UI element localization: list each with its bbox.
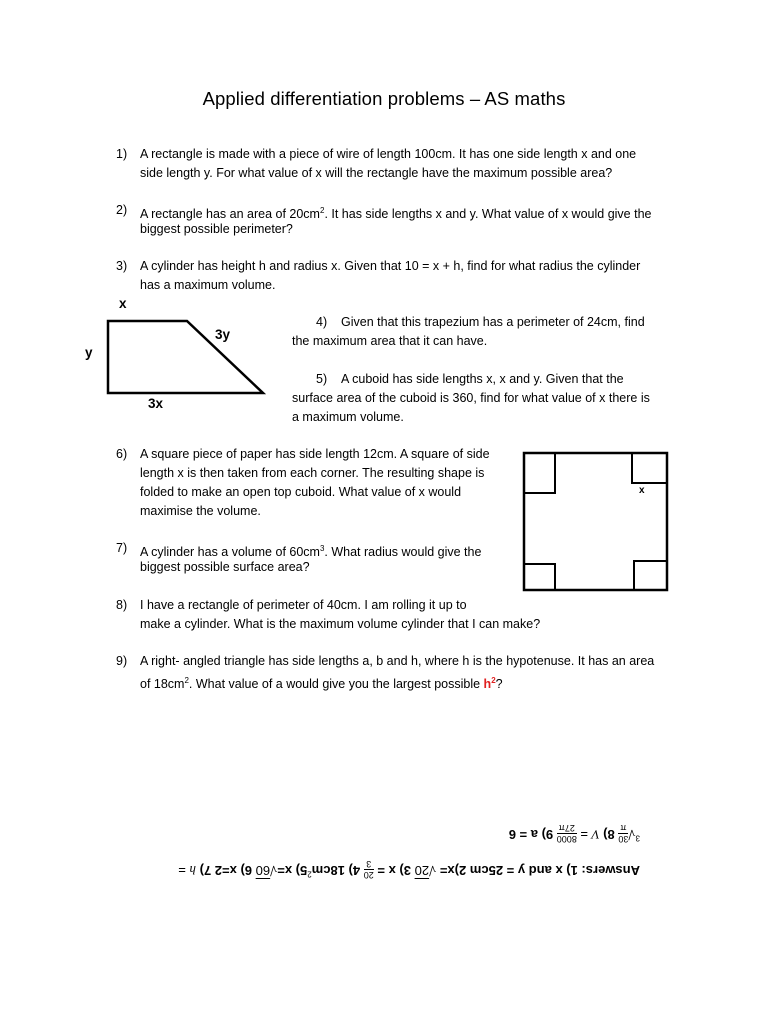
text-part: Given that this trapezium has a perimeter of 24cm, find	[341, 315, 645, 329]
corner-cut-top-left	[524, 453, 555, 493]
text-part: V	[591, 827, 600, 843]
question-number: 3)	[116, 259, 128, 273]
text-part: A cuboid has side lengths x, x and y. Given that the	[341, 372, 624, 386]
question-number: 2)	[116, 203, 128, 217]
cube-root-index: 3	[635, 833, 640, 843]
question-3	[116, 257, 676, 297]
corner-cut-bottom-left	[524, 564, 555, 590]
question-text: A right- angled triangle has side lengths a, b and h, where h is the hypotenuse. It has an area	[140, 654, 655, 668]
superscript: 2	[319, 206, 325, 215]
numerator: 8000	[556, 834, 577, 844]
square-corners-diagram	[522, 451, 670, 593]
question-number: 8)	[116, 598, 128, 612]
question-number: 6)	[116, 447, 128, 461]
question-4	[292, 313, 682, 353]
text-part: . What value of a would give you the largest possible	[188, 677, 484, 692]
superscript: 2	[184, 676, 189, 685]
question-5	[292, 370, 682, 430]
question-text: biggest possible surface area?	[140, 560, 310, 574]
trapezium-diagram	[105, 318, 270, 398]
fraction	[364, 859, 374, 880]
trapezium-shape	[108, 321, 263, 393]
text-part: of 18cm	[140, 677, 185, 692]
answers-upside-down	[160, 810, 640, 880]
question-8	[116, 596, 636, 636]
text-part: 8)	[599, 827, 619, 843]
trapezium-left-label: y	[85, 345, 93, 360]
corner-cut-top-right	[632, 453, 667, 483]
numerator: 20	[363, 870, 374, 880]
question-text: the maximum area that it can have.	[292, 334, 488, 348]
question-7	[116, 539, 516, 579]
question-text: folded to make an open top cuboid. What value of x would	[140, 485, 462, 499]
question-text: make a cylinder. What is the maximum volume cylinder that I can make?	[140, 617, 541, 631]
question-text: A square piece of paper has side length 12cm. A square of side	[140, 447, 490, 461]
superscript: 2	[307, 869, 312, 879]
text-part: . It has side lengths x and y. What value of x would give the	[324, 207, 652, 222]
square-corner-label: x	[639, 485, 645, 496]
page-title: Applied differentiation problems – AS maths	[202, 88, 566, 109]
text-part: A cylinder has a volume of 60cm	[140, 545, 320, 560]
question-number: 9)	[116, 654, 128, 668]
question-text: a maximum volume.	[292, 410, 404, 424]
sqrt-symbol: √	[429, 863, 437, 879]
question-number: 4)	[316, 315, 328, 329]
text-part: 5) x=	[277, 863, 308, 879]
text-part: A rectangle has an area of 20cm	[140, 207, 320, 222]
answers-line-2	[509, 823, 640, 844]
question-number: 5)	[316, 372, 328, 386]
question-2	[116, 201, 676, 241]
text-part: ?	[495, 677, 503, 692]
sqrt-symbol: √	[270, 863, 278, 879]
question-1	[116, 145, 676, 185]
question-number: 7)	[116, 541, 128, 555]
text-part: =	[576, 827, 592, 843]
text-part: =	[178, 863, 190, 879]
text-part: h	[483, 677, 492, 692]
text-part: 9) a = 6	[508, 827, 557, 843]
trapezium-bottom-label: 3x	[148, 396, 164, 411]
question-text	[140, 671, 503, 694]
text-part: 60	[255, 863, 271, 879]
question-text: maximise the volume.	[140, 504, 261, 518]
question-text: A rectangle is made with a piece of wire of length 100cm. It has one side length x and one	[140, 147, 637, 161]
question-text: A cylinder has height h and radius x. Given that 10 = x + h, find for what radius the cylinder	[140, 259, 641, 273]
question-number: 1)	[116, 147, 128, 161]
text-part: 3) x =	[373, 863, 415, 879]
question-text: surface area of the cuboid is 360, find for what value of x there is	[292, 391, 650, 405]
question-6	[116, 445, 516, 525]
sqrt-symbol: √	[628, 827, 636, 843]
fraction	[557, 823, 577, 844]
superscript: 3	[319, 544, 325, 553]
fraction	[618, 823, 628, 844]
text-part: Answers: 1) x and y = 25cm 2)x=	[436, 863, 640, 879]
numerator: 30	[618, 834, 629, 844]
text-part: 6) x=2 7)	[196, 863, 256, 879]
denominator: π	[620, 823, 627, 833]
answers-line-1	[178, 859, 640, 880]
text-part: 4) 18cm	[311, 863, 364, 879]
denominator: 3	[366, 859, 372, 869]
denominator: 27π	[558, 823, 575, 833]
question-text	[316, 313, 645, 332]
question-text: side length y. For what value of x will the rectangle have the maximum possible area?	[140, 166, 613, 180]
question-text: length x is then taken from each corner. The resulting shape is	[140, 466, 485, 480]
outer-square	[524, 453, 667, 590]
text-part: . What radius would give the	[324, 545, 482, 560]
question-text: biggest possible perimeter?	[140, 222, 293, 236]
trapezium-top-label: x	[119, 296, 127, 311]
question-text	[316, 370, 624, 389]
red-h-squared	[484, 677, 496, 691]
text-part: h	[189, 863, 197, 879]
corner-cut-bottom-right	[634, 561, 667, 590]
question-text: I have a rectangle of perimeter of 40cm. I am rolling it up to	[140, 598, 467, 612]
superscript: 2	[491, 676, 496, 685]
text-part: 20	[414, 863, 430, 879]
question-9	[116, 652, 676, 692]
question-text: has a maximum volume.	[140, 278, 276, 292]
trapezium-slant-label: 3y	[215, 327, 231, 342]
